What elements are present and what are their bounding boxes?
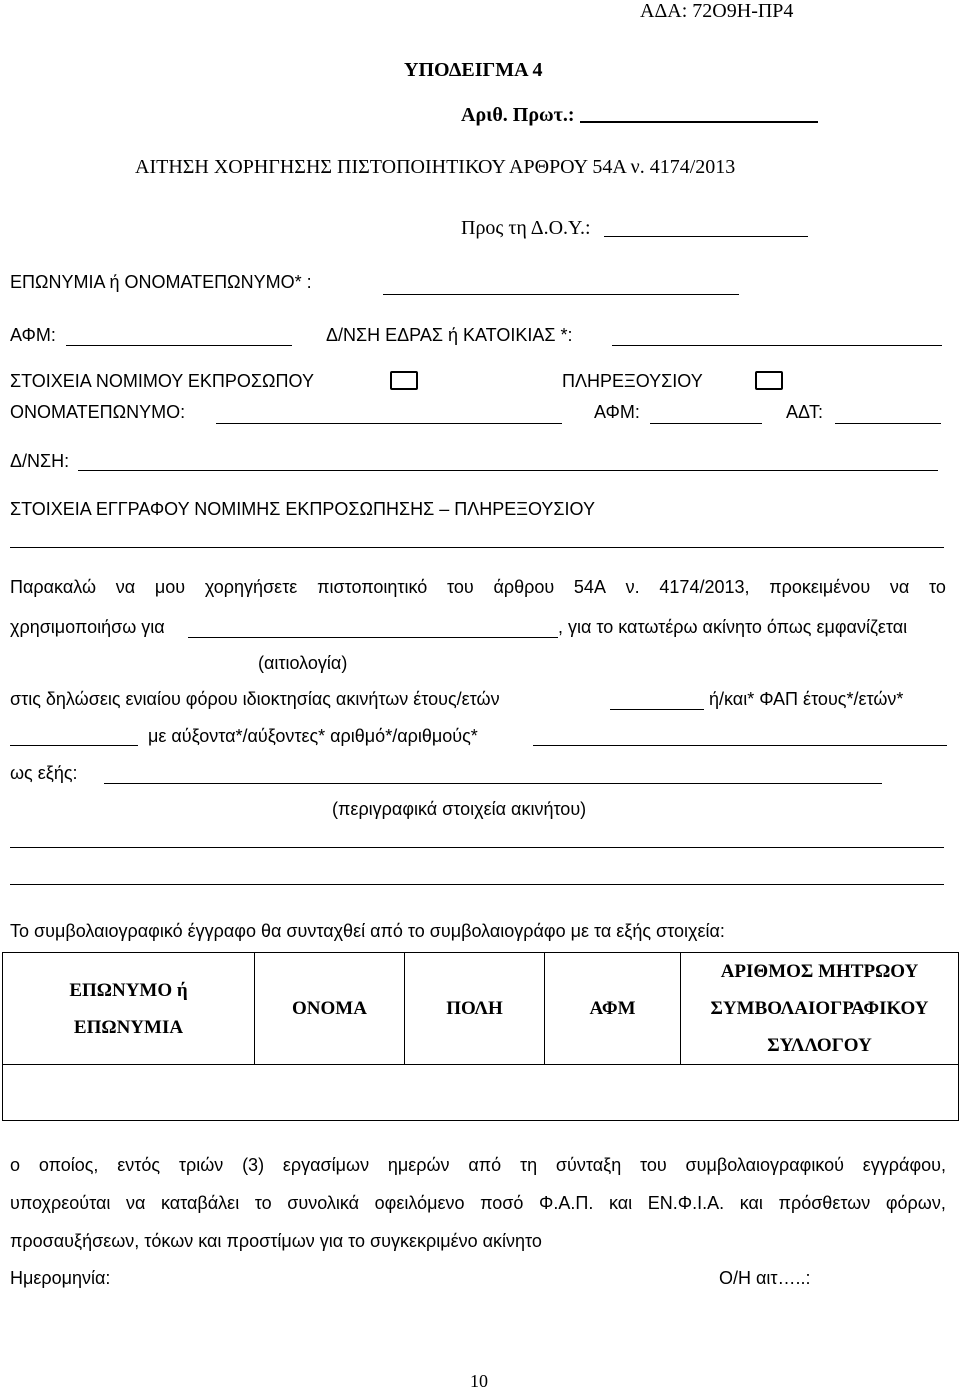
word: καταβάλει (160, 1193, 240, 1213)
word: να (115, 577, 136, 597)
notary-table-input-row (3, 1065, 959, 1121)
name-field[interactable] (383, 294, 739, 295)
word: από (468, 1155, 502, 1175)
word: συμβολαιογραφικού (685, 1155, 844, 1175)
attorney-checkbox[interactable] (755, 371, 783, 390)
legal-rep-label: ΣΤΟΙΧΕΙΑ ΝΟΜΙΜΟΥ ΕΚΠΡΟΣΩΠΟΥ (10, 371, 314, 391)
col-header-surname: ΕΠΩΝΥΜΟ ή ΕΠΩΝΥΜΙΑ (3, 953, 255, 1065)
word: 54Α (573, 577, 606, 597)
word: να (125, 1193, 146, 1213)
serial-number-label: με αύξοντα*/αύξοντες* αριθμό*/αριθμούς* (148, 726, 478, 746)
word: Παρακαλώ (10, 577, 97, 597)
description-field-2[interactable] (10, 884, 944, 885)
word: του (447, 577, 474, 597)
word: το (929, 577, 946, 597)
word: εργασίμων (282, 1155, 370, 1175)
word: οφειλόμενο (374, 1193, 465, 1213)
col-header-city: ΠΟΛΗ (405, 953, 545, 1065)
tax-office-field[interactable] (604, 236, 808, 237)
protocol-label: Αριθ. Πρωτ.: (461, 104, 575, 126)
purpose-continuation: , για το κατωτέρω ακίνητο όπως εμφανίζεται (558, 617, 908, 637)
address-label: Δ/ΝΣΗ ΕΔΡΑΣ ή ΚΑΤΟΙΚΙΑΣ *: (326, 325, 573, 345)
document-title: ΥΠΟΔΕΙΓΜΑ 4 (404, 59, 543, 81)
request-paragraph-line1 (10, 577, 946, 598)
word: ΕΝ.Φ.Ι.Α. (647, 1193, 725, 1213)
dnsh-field[interactable] (78, 470, 938, 471)
page-number: 10 (470, 1371, 488, 1391)
word: και (739, 1193, 763, 1213)
reason-note: (αιτιολογία) (258, 653, 348, 673)
word: και (608, 1193, 633, 1213)
adt-field[interactable] (835, 423, 941, 424)
fap-years-label: ή/και* ΦΑΠ έτους*/ετών* (709, 689, 904, 709)
word: άρθρου (493, 577, 555, 597)
word: οποίος, (38, 1155, 99, 1175)
adt-label: ΑΔΤ: (786, 402, 824, 422)
word: το (254, 1193, 272, 1213)
word: χορηγήσετε (204, 577, 298, 597)
fullname-label: ΟΝΟΜΑΤΕΠΩΝΥΜΟ: (10, 402, 186, 422)
word: εγγράφου, (862, 1155, 946, 1175)
tax-years-field[interactable] (610, 709, 704, 710)
docs-label: ΣΤΟΙΧΕΙΑ ΕΓΓΡΑΦΟΥ ΝΟΜΙΜΗΣ ΕΚΠΡΟΣΩΠΗΣΗΣ – ΠΛΗΡΕΞΟΥΣΙΟΥ (10, 499, 595, 519)
dnsh-label: Δ/ΝΣΗ: (10, 451, 70, 471)
word: ο (10, 1155, 21, 1175)
word: 4174/2013, (659, 577, 750, 597)
word: πιστοποιητικό (317, 577, 428, 597)
footer-paragraph-line3: προσαυξήσεων, τόκων και προστίμων για το συγκεκριμένο ακίνητο (10, 1231, 542, 1251)
description-field-1[interactable] (10, 847, 944, 848)
word: πρόσθετων (778, 1193, 871, 1213)
notary-table-header-row (3, 953, 959, 1065)
protocol-number-field[interactable] (580, 121, 818, 123)
word: ημερών (387, 1155, 450, 1175)
word: τριών (178, 1155, 224, 1175)
col-header-afm: ΑΦΜ (545, 953, 681, 1065)
word: ν. (625, 577, 640, 597)
addressee-label: Προς τη Δ.Ο.Υ.: (461, 217, 591, 239)
docs-field[interactable] (10, 547, 944, 548)
word: εντός (117, 1155, 161, 1175)
purpose-label: χρησιμοποιήσω για (10, 617, 165, 637)
afm2-field[interactable] (650, 423, 762, 424)
afm-field[interactable] (66, 345, 292, 346)
attorney-label: ΠΛΗΡΕΞΟΥΣΙΟΥ (562, 371, 703, 391)
tax-years-label: στις δηλώσεις ενιαίου φόρου ιδιοκτησίας ακινήτων έτους/ετών (10, 689, 500, 709)
ada-code: ΑΔΑ: 72Ο9Η-ΠΡ4 (640, 0, 794, 22)
legal-rep-checkbox[interactable] (390, 371, 418, 390)
word: μου (154, 577, 186, 597)
address-field[interactable] (612, 345, 942, 346)
word: του (640, 1155, 667, 1175)
notary-table (2, 952, 959, 1121)
description-note: (περιγραφικά στοιχεία ακινήτου) (332, 799, 587, 819)
footer-paragraph-line1 (10, 1155, 946, 1176)
as-follows-field[interactable] (104, 783, 882, 784)
notary-table-input-cell[interactable] (3, 1065, 959, 1121)
name-label: ΕΠΩΝΥΜΙΑ ή ΟΝΟΜΑΤΕΠΩΝΥΜΟ* : (10, 272, 312, 292)
signature-label: Ο/Η αιτ…..: (719, 1268, 811, 1288)
afm-label: ΑΦΜ: (10, 325, 56, 345)
word: (3) (242, 1155, 265, 1175)
word: φόρων, (885, 1193, 946, 1213)
col-header-firstname: ΟΝΟΜΑ (255, 953, 405, 1065)
word: υποχρεούται (10, 1193, 111, 1213)
word: Φ.Α.Π. (539, 1193, 594, 1213)
word: συνολικά (287, 1193, 360, 1213)
afm2-label: ΑΦΜ: (594, 402, 640, 422)
date-label: Ημερομηνία: (10, 1268, 111, 1288)
word: προκειμένου (769, 577, 871, 597)
word: να (889, 577, 910, 597)
as-follows-label: ως εξής: (10, 763, 78, 783)
contract-line: Το συμβολαιογραφικό έγγραφο θα συνταχθεί από το συμβολαιογράφο με τα εξής στοιχεία: (10, 921, 725, 941)
col-header-registry-number: ΑΡΙΘΜΟΣ ΜΗΤΡΩΟΥ ΣΥΜΒΟΛΑΙΟΓΡΑΦΙΚΟΥ ΣΥΛΛΟΓΟΥ (681, 953, 959, 1065)
word: σύνταξη (555, 1155, 622, 1175)
request-title: ΑΙΤΗΣΗ ΧΟΡΗΓΗΣΗΣ ΠΙΣΤΟΠΟΙΗΤΙΚΟΥ ΑΡΘΡΟΥ 54Α ν. 4174/2013 (135, 156, 736, 178)
footer-paragraph-line2 (10, 1193, 946, 1214)
fap-years-field[interactable] (10, 745, 138, 746)
fullname-field[interactable] (216, 423, 562, 424)
purpose-field[interactable] (188, 637, 558, 638)
word: ποσό (480, 1193, 524, 1213)
word: τη (520, 1155, 538, 1175)
serial-number-field[interactable] (533, 745, 947, 746)
